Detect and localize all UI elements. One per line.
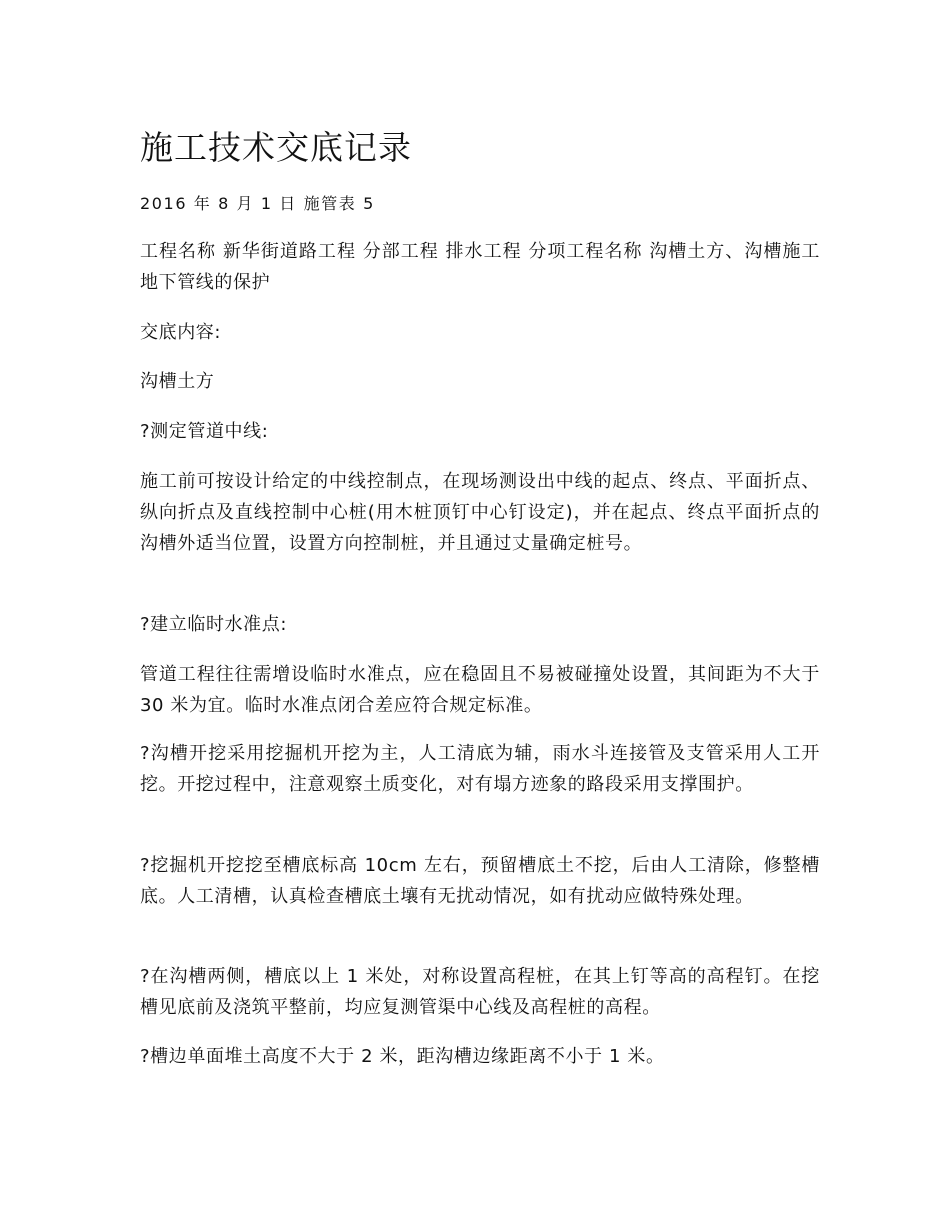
paragraph-benchmark-body: 管道工程往往需增设临时水准点，应在稳固且不易被碰撞处设置，其间距为不大于 30 米为宜。临时水准点闭合差应符合规定标准。 [140,664,820,716]
project-info: 工程名称 新华街道路工程 分部工程 排水工程 分项工程名称 沟槽土方、沟槽施工地下管线的保护 [140,241,820,293]
document-title: 施工技术交底记录 [140,128,412,167]
section-heading: 沟槽土方 [140,371,215,392]
paragraph-excavation: ?沟槽开挖采用挖掘机开挖为主，人工清底为辅，雨水斗连接管及支管采用人工开挖。开挖过程中，注意观察土质变化，对有塌方迹象的路段采用支撑围护。 [140,743,820,795]
paragraph-survey-body: 施工前可按设计给定的中线控制点，在现场测设出中线的起点、终点、平面折点、纵向折点及直线控制中心桩(用木桩顶钉中心钉设定)，并在起点、终点平面折点的沟槽外适当位置，设置方向控制桩，并且通过丈量确定桩号。 [140,471,820,554]
paragraph-elevation-stakes: ?在沟槽两侧，槽底以上 1 米处，对称设置高程桩，在其上钉等高的高程钉。在挖槽见底前及浇筑平整前，均应复测管渠中心线及高程桩的高程。 [140,966,820,1018]
content-label: 交底内容: [140,322,222,343]
date-form-line: 2016 年 8 月 1 日 施管表 5 [140,194,375,213]
paragraph-benchmark-heading: ?建立临时水准点: [140,614,288,635]
paragraph-spoil-pile: ?槽边单面堆土高度不大于 2 米，距沟槽边缘距离不小于 1 米。 [140,1046,665,1067]
paragraph-survey-heading: ?测定管道中线: [140,421,269,442]
paragraph-trench-bottom: ?挖掘机开挖挖至槽底标高 10cm 左右，预留槽底土不挖，后由人工清除，修整槽底。人工清槽，认真检查槽底土壤有无扰动情况，如有扰动应做特殊处理。 [140,855,820,907]
